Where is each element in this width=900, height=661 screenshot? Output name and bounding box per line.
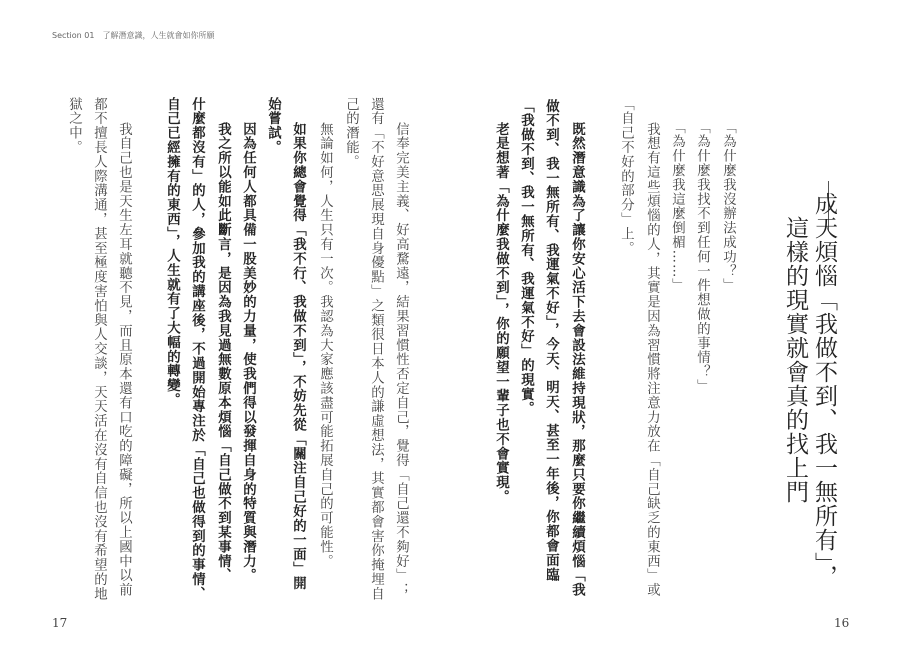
paragraph-line: 己的潛能。 xyxy=(343,97,359,169)
paragraph-line: 我自己也是天生左耳就聽不見，而且原本還有口吃的障礙，所以上國中以前 xyxy=(116,122,132,598)
paragraph-line: 獄之中。 xyxy=(66,97,82,155)
question-3: 「為什麼我這麼倒楣……」 xyxy=(669,120,685,293)
page-number-left: 17 xyxy=(52,616,68,630)
bold-line: 既然潛意識為了讓你安心活下去會設法維持現狀，那麼只要你繼續煩惱「我 xyxy=(569,122,585,598)
paragraph-line: 還有「不好意思展現自身優點」之類很日本人的謙虛想法，其實都會害你掩埋自 xyxy=(368,97,384,601)
paragraph-line: 無論如何，人生只有一次。我認為大家應該盡可能拓展自己的可能性。 xyxy=(317,122,333,569)
bold-line: 我之所以能如此斷言，是因為我見過無數原本煩惱「自己做不到某事情、 xyxy=(215,122,231,583)
running-head: Section 01 了解潛意識，人生就會如你所願 xyxy=(52,31,215,40)
chapter-title-line-1: 成天煩惱「我做不到、我一無所有」， xyxy=(811,192,837,589)
paragraph-line: 信奉完美主義、好高騖遠，結果習慣性否定自己，覺得「自己還不夠好」； xyxy=(393,122,409,598)
paragraph-line: 「自己不好的部分」上。 xyxy=(618,97,634,256)
page-number-right: 16 xyxy=(834,616,850,630)
bold-line: 始嘗試。 xyxy=(265,97,281,155)
bold-line: 什麼都沒有」的人，參加我的講座後，不過開始專注於「自己也做得到的事情、 xyxy=(189,97,205,601)
question-2: 「為什麼我找不到任何一件想做的事情？」 xyxy=(694,120,710,394)
paragraph-line: 我想有這些煩惱的人，其實是因為習慣將注意力放在「自己缺乏的東西」或 xyxy=(644,122,660,598)
paragraph-line: 都不擅長人際溝通，甚至極度害怕與人交談，天天活在沒有自信也沒有希望的地 xyxy=(91,97,107,601)
bold-line: 做不到、我一無所有、我運氣不好」，今天、明天、甚至一年後，你都會面臨 xyxy=(543,99,559,582)
chapter-title-line-2: 這樣的現實就會真的找上門 xyxy=(782,216,808,504)
bold-line: 如果你總會覺得「我不行、我做不到」，不妨先從「關注自己好的一面」開 xyxy=(290,122,306,591)
bold-line: 因為任何人都具備一股美妙的力量，使我們得以發揮自身的特質與潛力。 xyxy=(240,122,256,583)
bold-line: 「我做不到、我一無所有、我運氣不好」的現實。 xyxy=(518,99,534,416)
question-1: 「為什麼我沒辦法成功？」 xyxy=(720,120,736,293)
bold-line: 自己已經擁有的東西」，人生就有了大幅的轉變。 xyxy=(164,97,180,408)
bold-line: 老是想著「為什麼我做不到」，你的願望一輩子也不會實現。 xyxy=(493,122,509,505)
